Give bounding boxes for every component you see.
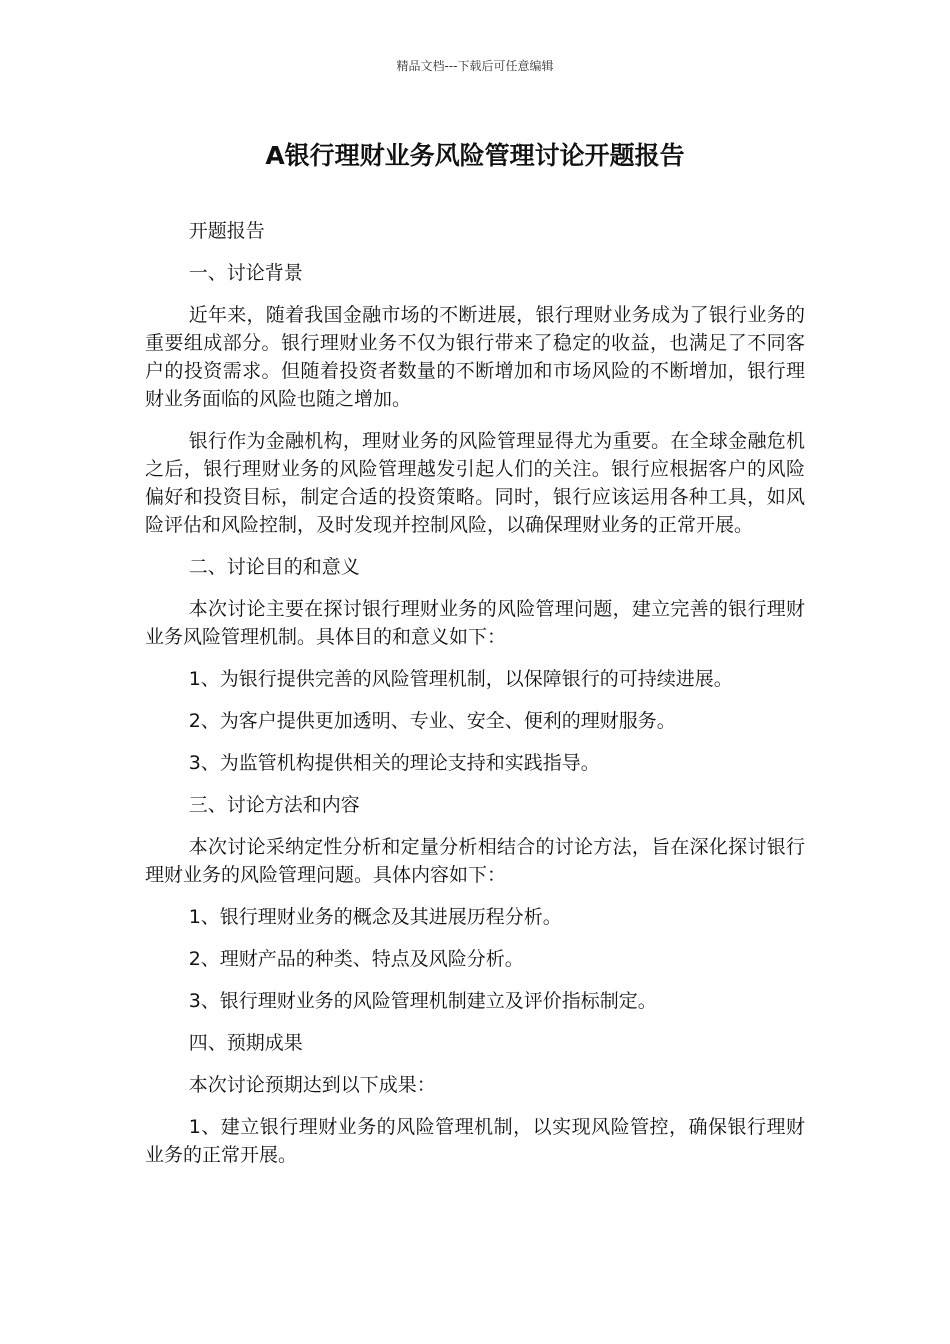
section-heading-methods: 三、讨论方法和内容 [188, 794, 360, 816]
paragraph: 本次讨论采纳定性分析和定量分析相结合的讨论方法，旨在深化探讨银行理财业务的风险管理问题。具体内容如下： [145, 836, 805, 886]
section-heading-background: 一、讨论背景 [188, 262, 303, 284]
list-item: 1、为银行提供完善的风险管理机制，以保障银行的可持续进展。 [188, 668, 733, 690]
paragraph: 近年来，随着我国金融市场的不断进展，银行理财业务成为了银行业务的重要组成部分。银行理财业务不仅为银行带来了稳定的收益，也满足了不同客户的投资需求。但随着投资者数量的不断增加和市场风险的不断增加，银行理财业务面临的风险也随之增加。 [145, 304, 805, 410]
page-header: 精品文档---下载后可任意编辑 [396, 59, 554, 73]
document-title: A银行理财业务风险管理讨论开题报告 [265, 141, 685, 170]
section-heading-purpose: 二、讨论目的和意义 [188, 556, 360, 578]
list-item: 2、理财产品的种类、特点及风险分析。 [188, 948, 524, 970]
document-body [145, 217, 805, 1169]
paragraph-report-label: 开题报告 [188, 220, 265, 242]
list-item: 1、建立银行理财业务的风险管理机制，以实现风险管控，确保银行理财业务的正常开展。 [145, 1116, 805, 1166]
paragraph: 银行作为金融机构，理财业务的风险管理显得尤为重要。在全球金融危机之后，银行理财业务的风险管理越发引起人们的关注。银行应根据客户的风险偏好和投资目标，制定合适的投资策略。同时，银行应该运用各种工具，如风险评估和风险控制，及时发现并控制风险，以确保理财业务的正常开展。 [145, 430, 805, 536]
list-item: 3、银行理财业务的风险管理机制建立及评价指标制定。 [188, 990, 657, 1012]
paragraph: 本次讨论主要在探讨银行理财业务的风险管理问题，建立完善的银行理财业务风险管理机制。具体目的和意义如下： [145, 598, 805, 648]
list-item: 2、为客户提供更加透明、专业、安全、便利的理财服务。 [188, 710, 676, 732]
list-item: 3、为监管机构提供相关的理论支持和实践指导。 [188, 752, 600, 774]
list-item: 1、银行理财业务的概念及其进展历程分析。 [188, 906, 562, 928]
section-heading-outcomes: 四、预期成果 [188, 1032, 303, 1054]
paragraph: 本次讨论预期达到以下成果： [188, 1074, 436, 1096]
